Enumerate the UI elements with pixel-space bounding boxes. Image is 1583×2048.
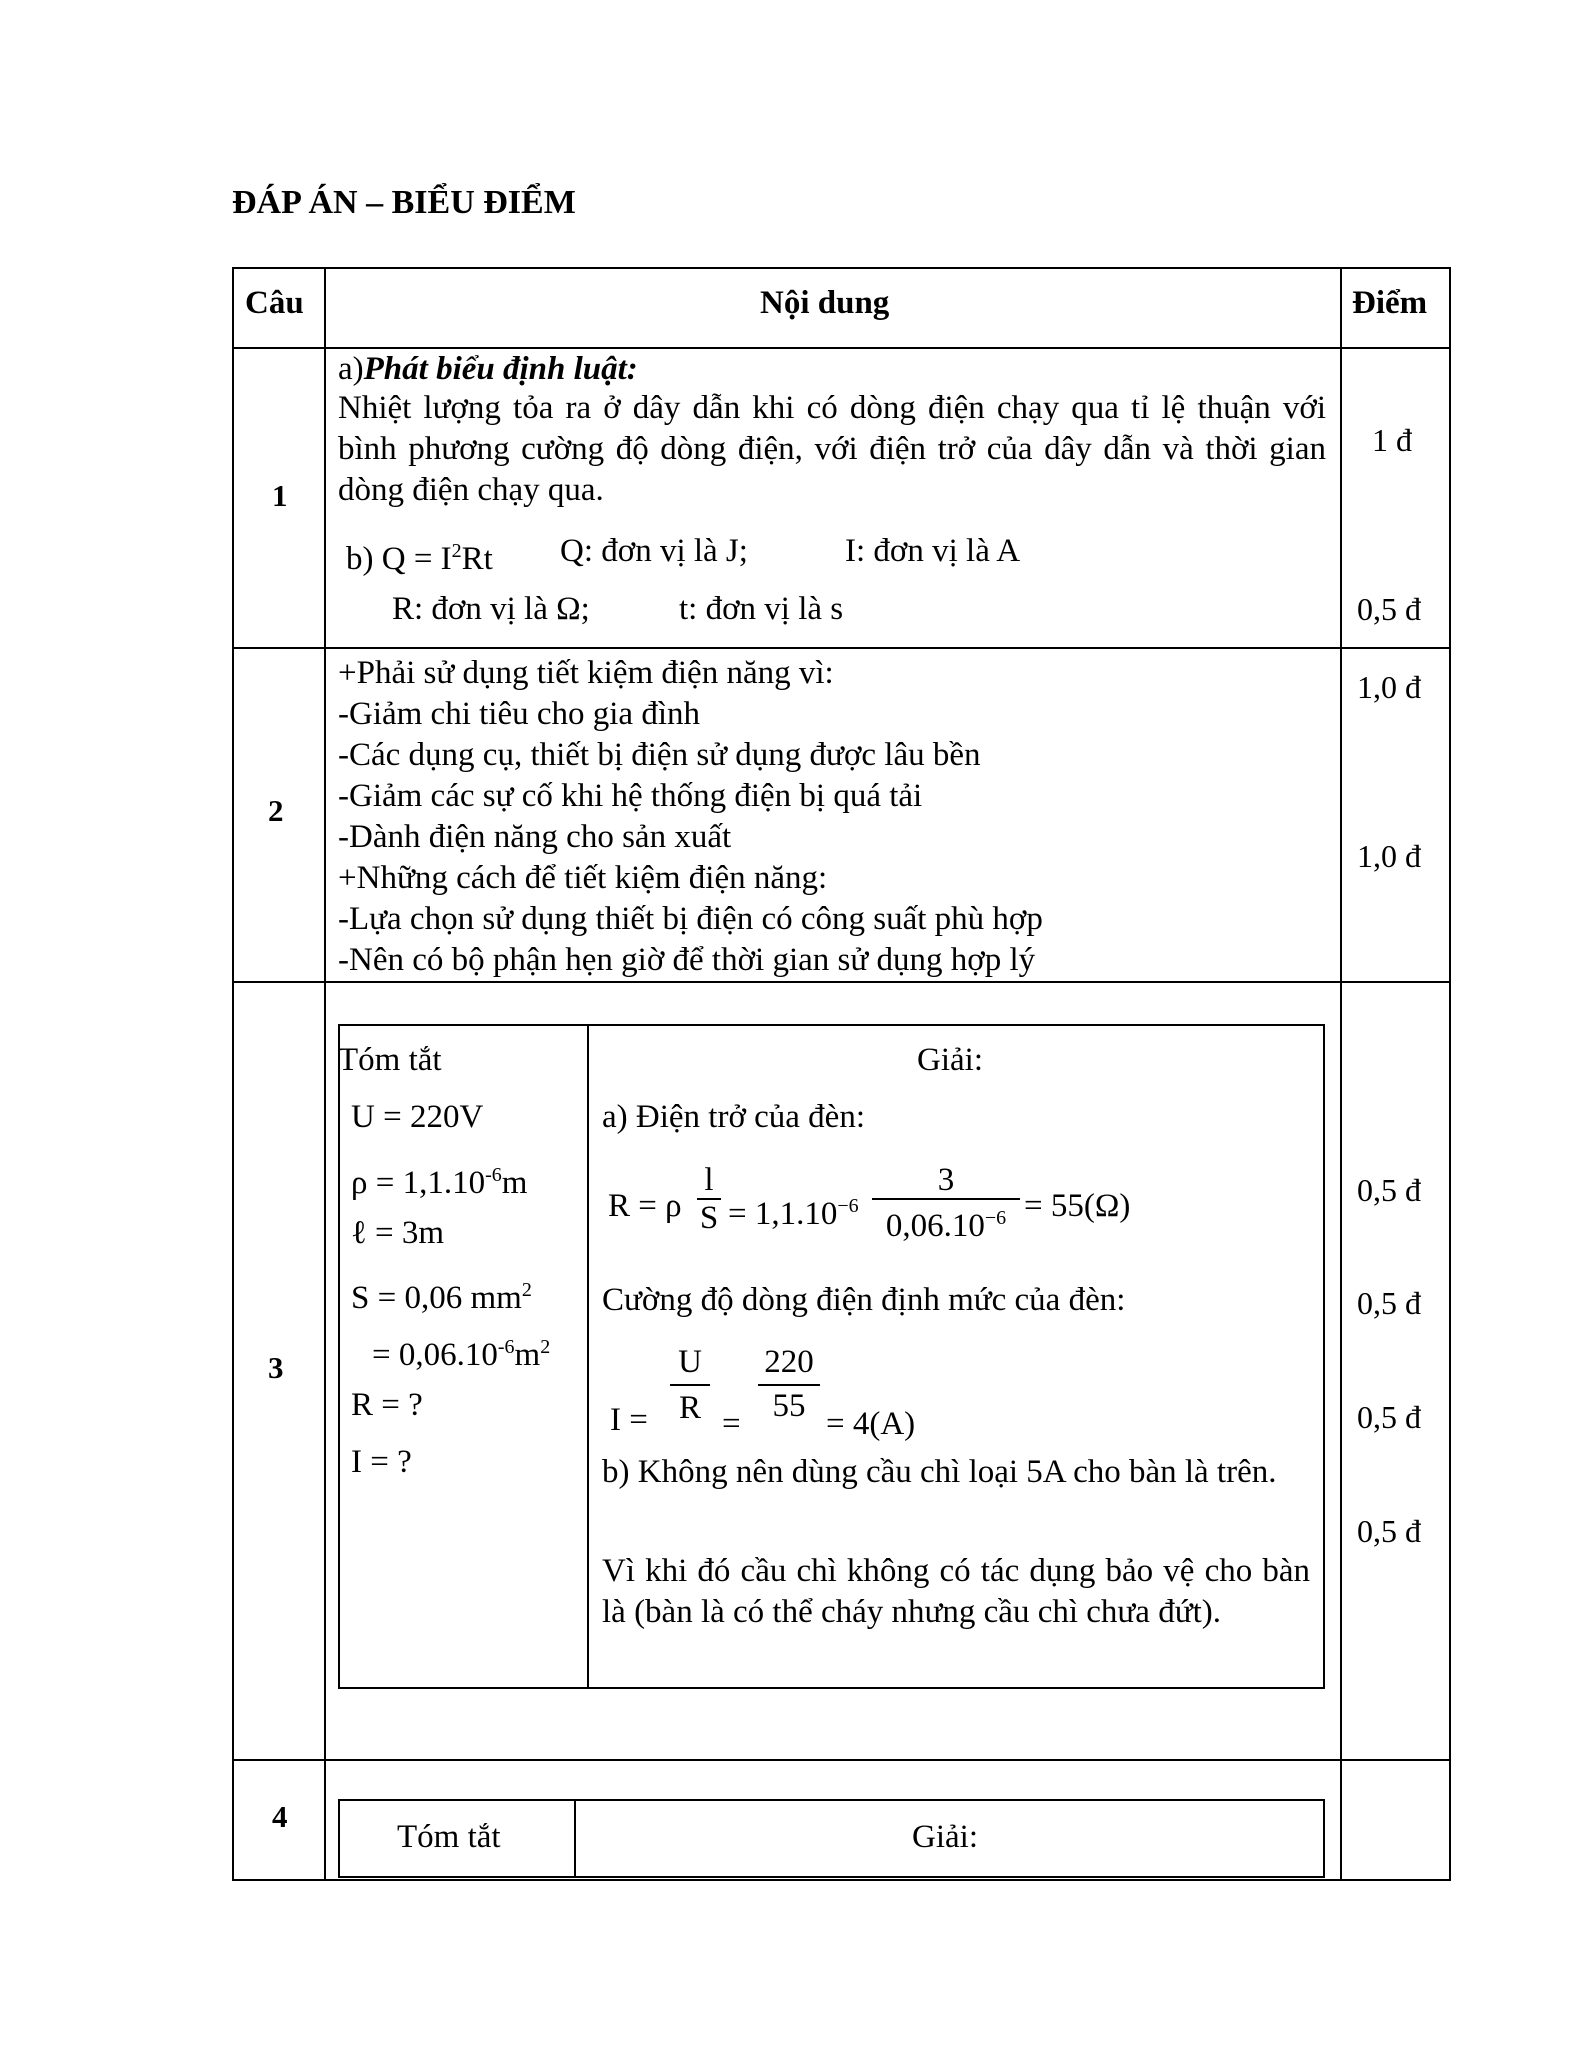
q2-line: -Các dụng cụ, thiết bị điện sử dụng được lâu bền (338, 737, 981, 773)
q3-given-l: ℓ = 3m (351, 1215, 445, 1251)
q3-find-i: I = ? (351, 1444, 412, 1480)
q2-line: -Lựa chọn sử dụng thiết bị điện có công suất phù hợp (338, 901, 1043, 937)
q3-given-u: U = 220V (351, 1099, 484, 1135)
q1-formula-exponent: 2 (451, 540, 462, 562)
q1-score-b: 0,5 đ (1357, 591, 1421, 627)
q3-s-exponent: 2 (521, 1279, 532, 1301)
document-title: ĐÁP ÁN – BIỂU ĐIỂM (232, 184, 576, 221)
q3-i-line: Cường độ dòng điện định mức của đèn: (602, 1282, 1126, 1318)
fraction-numerator: U (678, 1344, 702, 1380)
q3-score: 0,5 đ (1357, 1399, 1421, 1435)
q4-solution-title: Giải: (912, 1819, 978, 1855)
q3-score: 0,5 đ (1357, 1172, 1421, 1208)
row-divider (232, 1759, 1451, 1761)
q3-denominator-exponent: −6 (984, 1207, 1007, 1229)
q2-score-2: 1,0 đ (1357, 838, 1421, 874)
q3-r-equation-mid (728, 1186, 859, 1235)
q3-i-result: = 4(A) (826, 1406, 916, 1442)
q1-formula-suffix: Rt (461, 541, 493, 577)
q3-fraction-220-over-55 (758, 1340, 820, 1426)
header-diem: Điểm (1352, 285, 1428, 321)
q2-line: -Giảm chi tiêu cho gia đình (338, 696, 700, 732)
q2-score-1: 1,0 đ (1357, 669, 1421, 705)
q3-fraction-3-over-area (872, 1162, 1020, 1244)
q3-s2-unit: m (514, 1337, 541, 1373)
q3-solution-title: Giải: (917, 1042, 983, 1078)
column-divider (1340, 267, 1342, 1881)
q1-unit-r: R: đơn vị là Ω; (392, 591, 590, 627)
q1-a-prefix: a) (338, 351, 364, 387)
question-number-3: 3 (268, 1350, 284, 1385)
q2-line: -Giảm các sự cố khi hệ thống điện bị quá tải (338, 778, 923, 814)
q3-s2-exponent: -6 (497, 1336, 515, 1358)
q4-inner-divider (574, 1799, 576, 1878)
q3-given-s-converted (372, 1327, 550, 1376)
q3-b-line: b) Không nên dùng cầu chì loại 5A cho bàn là trên. (602, 1454, 1277, 1490)
fraction-numerator: 220 (764, 1344, 814, 1380)
column-divider (324, 267, 326, 1881)
fraction-numerator: l (704, 1162, 714, 1198)
q3-reason: Vì khi đó cầu chì không có tác dụng bảo vệ cho bàn là (bàn là có thể cháy nhưng cầu chì chưa đứt). (602, 1553, 1310, 1630)
q3-find-r: R = ? (351, 1387, 423, 1423)
q1-a-title: Phát biểu định luật: (363, 351, 638, 387)
q3-i-equation-mid: = (722, 1406, 741, 1442)
q2-line: -Dành điện năng cho sản xuất (338, 819, 732, 855)
q3-r-equation-lhs (608, 1186, 682, 1227)
row-divider (232, 981, 1451, 983)
fraction-denominator (872, 1200, 1020, 1244)
q1-formula (346, 531, 493, 580)
q3-r-result: = 55(Ω) (1024, 1188, 1131, 1224)
q3-rho-exponent: -6 (485, 1164, 502, 1186)
fraction-denominator: S (699, 1200, 719, 1236)
q1-unit-t: t: đơn vị là s (679, 591, 844, 627)
q2-line: -Nên có bộ phận hẹn giờ để thời gian sử dụng hợp lý (338, 942, 1036, 978)
q3-given-s (351, 1270, 532, 1319)
q3-s2-unit-exponent: 2 (540, 1336, 551, 1358)
header-noi-dung: Nội dung (760, 285, 890, 321)
fraction-numerator: 3 (937, 1162, 955, 1198)
q2-line: +Những cách để tiết kiệm điện năng: (338, 860, 828, 896)
q3-inner-divider (587, 1024, 589, 1689)
q3-given-rho (351, 1155, 527, 1204)
question-number-2: 2 (268, 793, 284, 828)
q1-unit-i: I: đơn vị là A (845, 533, 1021, 569)
row-divider (232, 647, 1451, 649)
q3-i-equation-lhs: I = (610, 1402, 648, 1438)
q1-law-text: Nhiệt lượng tỏa ra ở dây dẫn khi có dòng điện chạy qua tỉ lệ thuận với bình phương cường độ dòng điện, với điện trở của dây dẫn và thời gian dòng điện chạy qua. (338, 390, 1326, 508)
q3-s2-value: = 0,06.10 (372, 1337, 498, 1373)
q2-line: +Phải sử dụng tiết kiệm điện năng vì: (338, 655, 834, 691)
q1-formula-prefix: b) Q = I (346, 541, 452, 577)
fraction-denominator: 55 (772, 1388, 806, 1424)
q3-r-lhs-text: R = ρ (608, 1188, 682, 1224)
q3-r-mid-exponent: −6 (837, 1195, 859, 1217)
fraction-denominator: R (678, 1390, 701, 1426)
q3-r-mid-text: = 1,1.10 (728, 1196, 838, 1232)
q1-part-a-heading (338, 349, 638, 390)
q3-rho-unit: m (501, 1165, 528, 1201)
q3-a-line: a) Điện trở của đèn: (602, 1099, 866, 1135)
q1-unit-q: Q: đơn vị là J; (560, 533, 748, 569)
question-number-4: 4 (272, 1799, 288, 1834)
q3-score: 0,5 đ (1357, 1513, 1421, 1549)
q3-rho-value: ρ = 1,1.10 (351, 1165, 486, 1201)
q3-score: 0,5 đ (1357, 1285, 1421, 1321)
header-cau: Câu (245, 285, 304, 321)
q3-denominator-value: 0,06.10 (885, 1208, 985, 1244)
q1-score-a: 1 đ (1372, 422, 1412, 458)
q3-summary-title: Tóm tắt (338, 1042, 442, 1078)
q3-s-value: S = 0,06 mm (351, 1280, 522, 1316)
question-number-1: 1 (272, 478, 288, 513)
q4-summary-title: Tóm tắt (397, 1819, 501, 1855)
q3-fraction-u-over-r (670, 1340, 710, 1430)
q3-fraction-l-over-s (697, 1162, 721, 1236)
